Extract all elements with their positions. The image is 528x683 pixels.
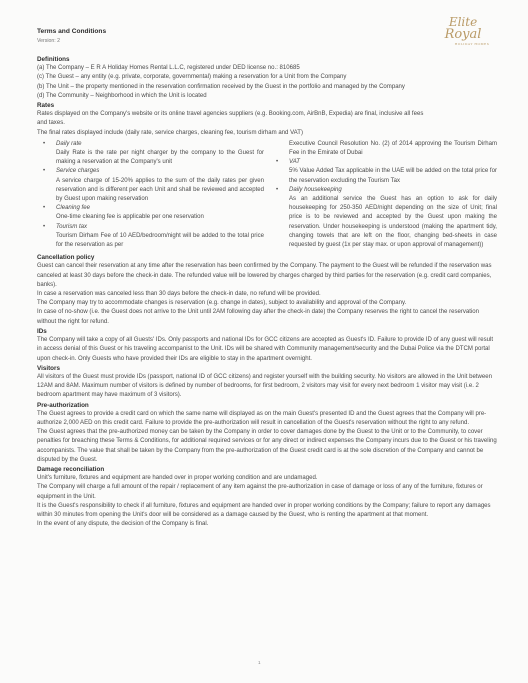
rates-left-column [56, 140, 264, 250]
company-logo [432, 16, 494, 60]
preauth-paragraph: The Guest agrees to provide a credit card on which the same name will displayed as on the main Guest's presented ID and the Guest agrees that the Company will pre-authorize 2,000 AED on this credit card. Failure to provide the pre-authorization will result in cancellation of the Guest's reservation without the right to any refund. [37, 410, 487, 426]
ids-heading: IDs [37, 327, 47, 335]
cancellation-text: Guest can cancel their reservation at any time after the reservation has been confirmed by the Company. The payment to the Guest will be refunded if the reservation was canceled at least 30 days before the check-in date. The refunded value will be lowered by charges charged by third parties for the reservation (e.g. credit card companies, banks). [37, 263, 492, 288]
definition-line: (b) The Unit – the property mentioned in the reservation confirmation received by the Guest in the portfolio and managed by the Company [37, 83, 405, 90]
logo-line2: Royal [444, 27, 482, 42]
rate-item-heading: • Cleaning fee [56, 204, 264, 213]
rate-item-text: A service charge of 15-20% applies to the sum of the daily rates per given reservation and is different per each Unit and shall be reviewed and accepted by Guest upon making reservation [56, 177, 264, 203]
page-number: 1 [258, 660, 261, 665]
rates-intro-line: Rates displayed on the Company's website or its online travel agencies suppliers (e.g. Booking.com, AirBnB, Expedia) are final, inclusive all fees [37, 111, 424, 118]
cancellation-line: In case of no-show (i.e. the Guest does not arrive to the Unit until 2AM following day after the check-in date) the Company reserves the right to cancel the reservation without the right for refund. [37, 309, 479, 325]
definitions-heading: Definitions [37, 56, 70, 63]
cancellation-line: In case a reservation was canceled less than 30 days before the check-in date, no refund will be provided. [37, 291, 321, 298]
rate-item-heading: • Daily housekeeping [289, 186, 497, 195]
damage-paragraph: Unit's furniture, fixtures and equipment are handed over in proper working condition and are undamaged. [37, 475, 318, 482]
cancellation-line: The Company may try to accommodate changes is reservation (e.g. change in dates), subject to availability and approval of the Company. [37, 300, 407, 307]
logo-tagline: HOLIDAY HOMES [454, 42, 490, 46]
definition-line: (d) The Community – Neighborhood in which the Unit is located [37, 92, 207, 99]
preauth-paragraph: The Guest agrees that the pre-authorized money can be taken by the Company in order to cover damages done by the Guest to the Unit or to the Community, to cover penalties for breaching these Terms & Conditions, for additional required services or for any direct or indirect expenses the Company incurs due to the Guest or his traveling accompanists. The value that shall be taken by the Company from the pre-authorization of the Guest credit card is at the sole discretion of the Company and cannot be disputed by the Guest. [37, 429, 497, 463]
document-version: Version: 2 [37, 38, 61, 44]
definition-line: (a) The Company – E R A Holiday Homes Rental L.L.C, registered under DED license no.: 810685 [37, 65, 300, 72]
rate-item-heading: • VAT [289, 158, 497, 167]
rate-item-continuation: Executive Council Resolution No. (2) of 2014 approving the Tourism Dirham Fee in the Emirate of Dubai [289, 140, 497, 157]
rates-heading: Rates [37, 102, 55, 110]
damage-paragraph: It is the Guest's responsibility to check if all furniture, fixtures and equipment are handed over in proper working conditions by the Company; failure to report any damages within 30 minutes from opening the Unit's door will be considered as a damage caused by the Guest, who is renting the apartment at that moment. [37, 502, 491, 518]
rate-item-text: One-time cleaning fee is applicable per one reservation [56, 214, 204, 221]
rate-item-text: As an additional service the Guest has an option to ask for daily housekeeping for 250-350 AED/night depending on the size of Unit; final price is to be reviewed and accepted by the Guest upon making the reservation. Under housekeeping is understood (making the apartment tidy, changing towels that are left on the floor, changing bed-sheets in case requested by guest (1x per stay max. or upon approval of management)) [289, 196, 497, 249]
document-title: Terms and Conditions [37, 28, 107, 35]
damage-paragraph: In the event of any dispute, the decision of the Company is final. [37, 521, 209, 528]
visitors-text: All visitors of the Guest must provide IDs (passport, national ID of GCC citizens) and register yourself with the building security. No visitors are allowed in the Unit between 12AM and 8AM. Maximum number of visitors is defined by number of bedrooms, for first bedroom, 2 visitors may visit for every next bedroom 1 visitor may visit (i.e. 2 bedroom apartment may have maximum of 3 visitors). [37, 373, 492, 399]
logo-line1: Elite [448, 15, 478, 29]
rates-intro-line: and taxes. [37, 120, 65, 127]
rates-intro-line: The final rates displayed include (daily rate, service charges, cleaning fee, tourism dirham and VAT) [37, 129, 303, 136]
definition-line: (c) The Guest – any entity (e.g. private, corporate, governmental) making a reservation for a Unit from the Company [37, 74, 347, 81]
rates-right-column [289, 140, 497, 250]
rate-item-text: Daily Rate is the rate per night charger by the company to the Guest for making a reservation at the Company's unit [56, 150, 264, 166]
rate-item-heading: • Service charges [56, 167, 264, 176]
rate-item-heading: • Daily rate [56, 140, 264, 149]
cancellation-heading: Cancellation policy [37, 254, 95, 262]
visitors-heading: Visitors [37, 364, 60, 372]
rate-item-text: 5% Value Added Tax applicable in the UAE will be added on the total price for the reservation excluding the Tourism Tax [289, 168, 497, 184]
document-body [37, 55, 497, 529]
damage-heading: Damage reconciliation [37, 465, 105, 473]
preauth-heading: Pre-authorization [37, 401, 89, 409]
ids-text: The Company will take a copy of all Guests' IDs. Only passports and national IDs for GCC citizens are accepted as Guest's ID. Failure to provide ID of any guest will result in access denial of this Guest or his traveling accompanist to the Unit. IDs will be shared with Community management/security and the Dubai Police via the DTCM portal upon check-in. Only Guests who have provided their IDs are eligible to stay in the apartment overnight. [37, 337, 494, 362]
damage-paragraph: The Company will charge a full amount of the repair / replacement of any item against the pre-authorization in case of damage or loss of any of the furniture, fixtures or equipment in the Unit. [37, 484, 483, 500]
rate-item-text: Tourism Dirham Fee of 10 AED/bedroom/night will be added to the total price for the reservation as per [56, 232, 264, 249]
rate-item-heading: • Tourism tax [56, 223, 264, 232]
rates-columns [37, 140, 497, 250]
